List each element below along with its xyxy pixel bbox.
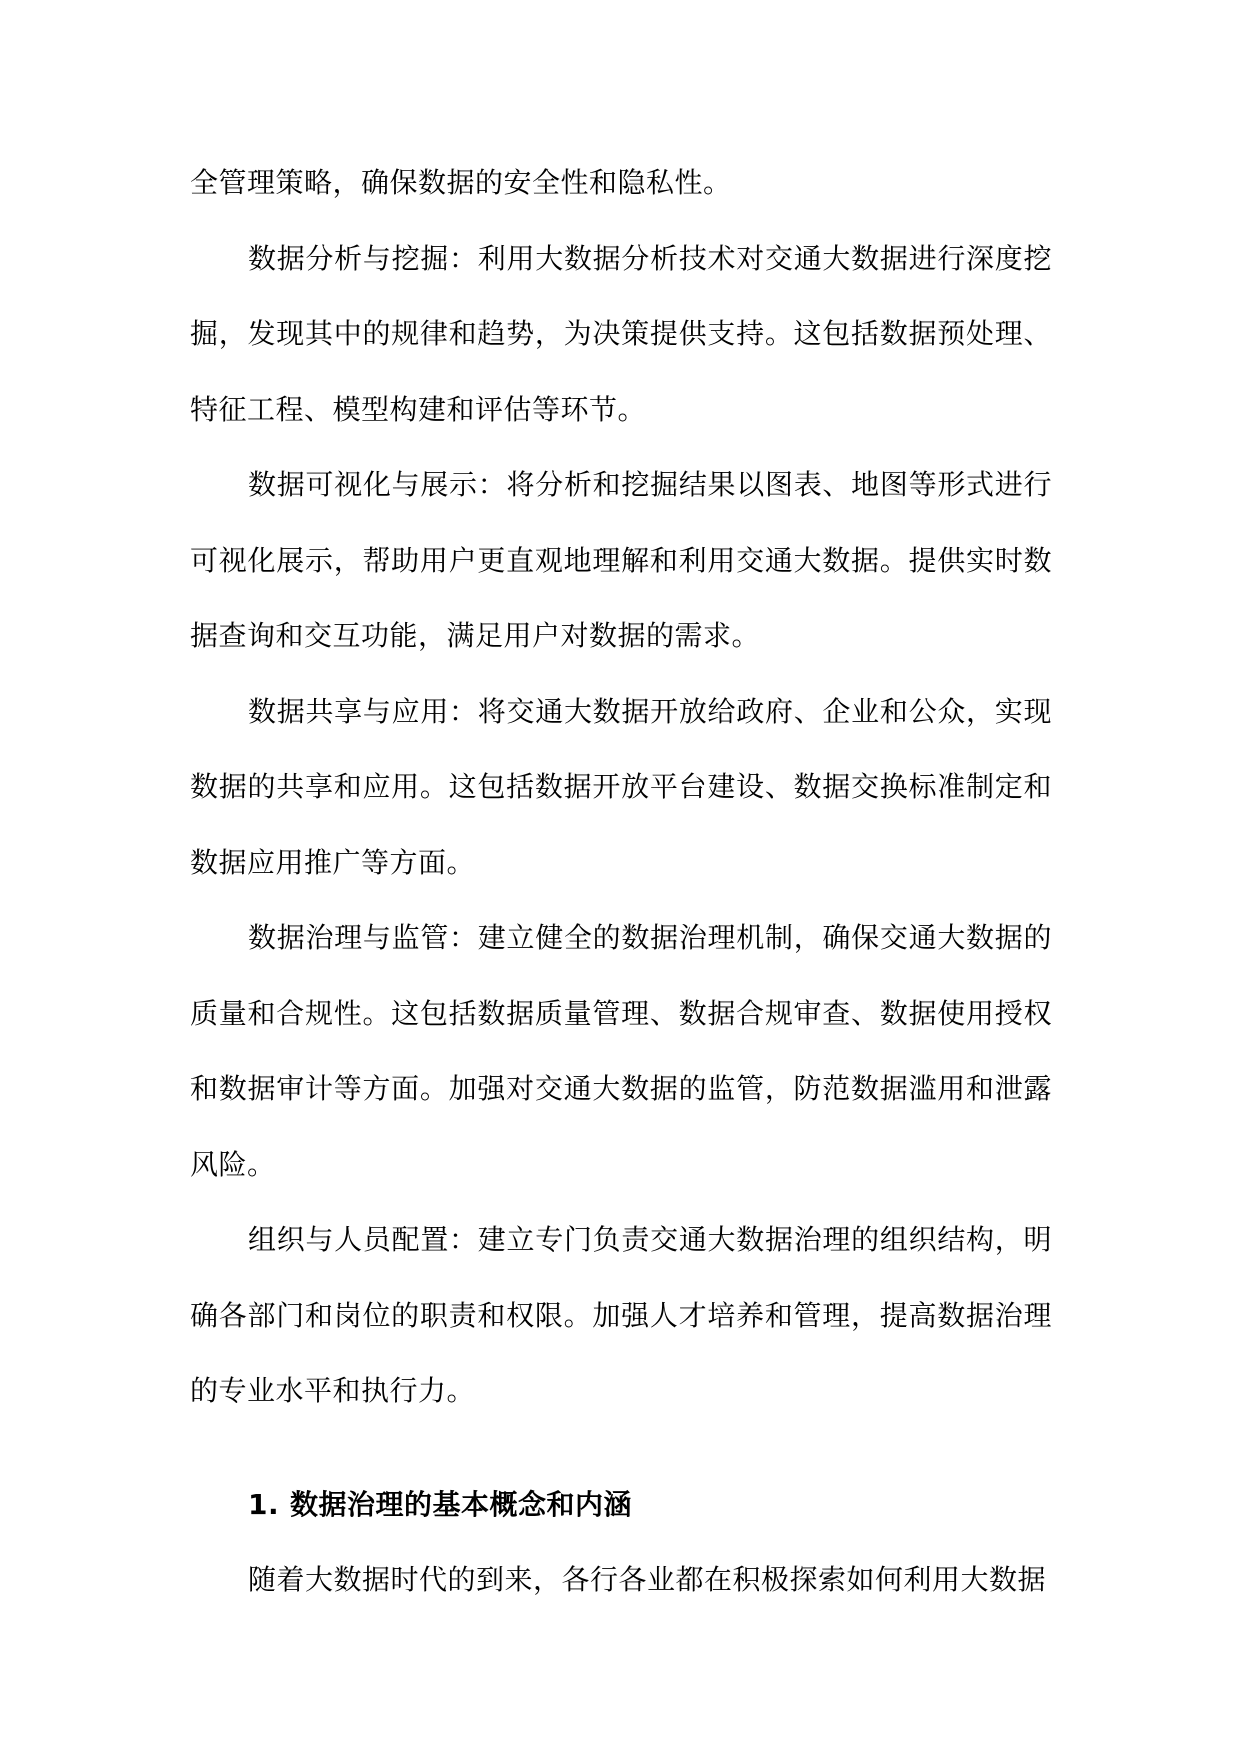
paragraph-data-visualization: 数据可视化与展示：将分析和挖掘结果以图表、地图等形式进行可视化展示，帮助用户更直观地理解和利用交通大数据。提供实时数据查询和交互功能，满足用户对数据的需求。 xyxy=(190,468,1052,652)
paragraph-organization: 组织与人员配置：建立专门负责交通大数据治理的组织结构，明确各部门和岗位的职责和权限。加强人才培养和管理，提高数据治理的专业水平和执行力。 xyxy=(190,1223,1052,1407)
paragraph-continuation: 全管理策略，确保数据的安全性和隐私性。 xyxy=(190,166,732,199)
section-number: 1. xyxy=(248,1487,280,1521)
document-body xyxy=(190,145,1052,1618)
paragraph-data-analysis: 数据分析与挖掘：利用大数据分析技术对交通大数据进行深度挖掘，发现其中的规律和趋势，为决策提供支持。这包括数据预处理、特征工程、模型构建和评估等环节。 xyxy=(190,241,1052,426)
paragraph-intro: 随着大数据时代的到来，各行各业都在积极探索如何利用大数据 xyxy=(248,1563,1047,1596)
paragraph-data-governance: 数据治理与监管：建立健全的数据治理机制，确保交通大数据的质量和合规性。这包括数据质量管理、数据合规审查、数据使用授权和数据审计等方面。加强对交通大数据的监管，防范数据滥用和泄露风险。 xyxy=(190,921,1052,1181)
section-heading xyxy=(190,1467,1052,1543)
paragraph-data-sharing: 数据共享与应用：将交通大数据开放给政府、企业和公众，实现数据的共享和应用。这包括数据开放平台建设、数据交换标准制定和数据应用推广等方面。 xyxy=(190,694,1052,879)
section-title: 数据治理的基本概念和内涵 xyxy=(290,1487,633,1521)
